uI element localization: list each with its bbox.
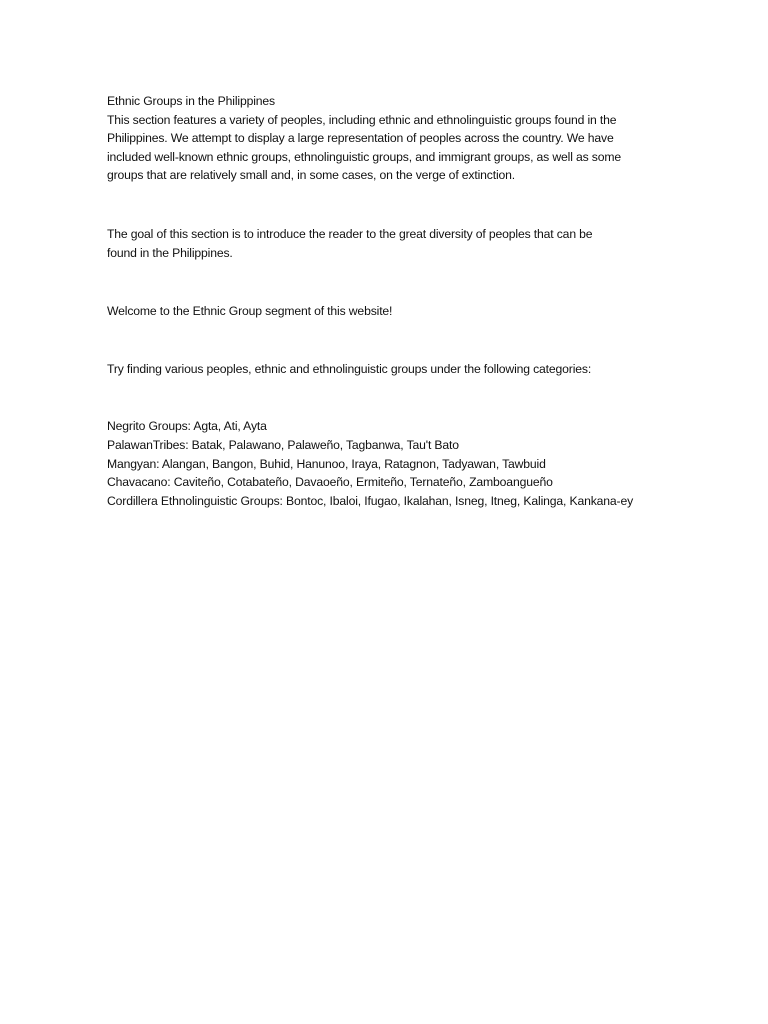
spacer — [107, 397, 687, 417]
category-chavacano: Chavacano: Caviteño, Cotabateño, Davaoeño, Ermiteño, Ternateño, Zamboangueño — [107, 475, 553, 490]
intro-line: Philippines. We attempt to display a large representation of peoples across the country. We have — [107, 131, 614, 146]
intro-line: groups that are relatively small and, in some cases, on the verge of extinction. — [107, 168, 516, 183]
goal-line: found in the Philippines. — [107, 245, 233, 260]
spacer — [107, 185, 687, 205]
spacer — [107, 378, 687, 397]
spacer — [107, 340, 687, 360]
document-body — [107, 92, 687, 510]
spacer — [107, 321, 687, 340]
category-palawan: PalawanTribes: Batak, Palawano, Palaweño, Tagbanwa, Tau't Bato — [107, 437, 459, 452]
intro-line: This section features a variety of peoples, including ethnic and ethnolinguistic groups found in the — [107, 112, 617, 127]
welcome-text: Welcome to the Ethnic Group segment of this website! — [107, 304, 393, 319]
category-list — [107, 417, 687, 510]
spacer — [107, 282, 687, 302]
intro-line: included well-known ethnic groups, ethnolinguistic groups, and immigrant groups, as well as some — [107, 149, 622, 164]
intro-paragraph — [107, 111, 687, 185]
category-cordillera: Cordillera Ethnolinguistic Groups: Bontoc, Ibaloi, Ifugao, Ikalahan, Isneg, Itneg, Kalinga, Kankana-ey — [107, 493, 634, 508]
categories-prompt: Try finding various peoples, ethnic and ethnolinguistic groups under the following categories: — [107, 361, 592, 376]
spacer — [107, 205, 687, 225]
spacer — [107, 262, 687, 282]
document-title: Ethnic Groups in the Philippines — [107, 94, 275, 108]
category-negrito: Negrito Groups: Agta, Ati, Ayta — [107, 419, 267, 434]
goal-paragraph — [107, 225, 687, 262]
category-mangyan: Mangyan: Alangan, Bangon, Buhid, Hanunoo, Iraya, Ratagnon, Tadyawan, Tawbuid — [107, 456, 546, 471]
goal-line: The goal of this section is to introduce the reader to the great diversity of peoples that can be — [107, 226, 593, 241]
